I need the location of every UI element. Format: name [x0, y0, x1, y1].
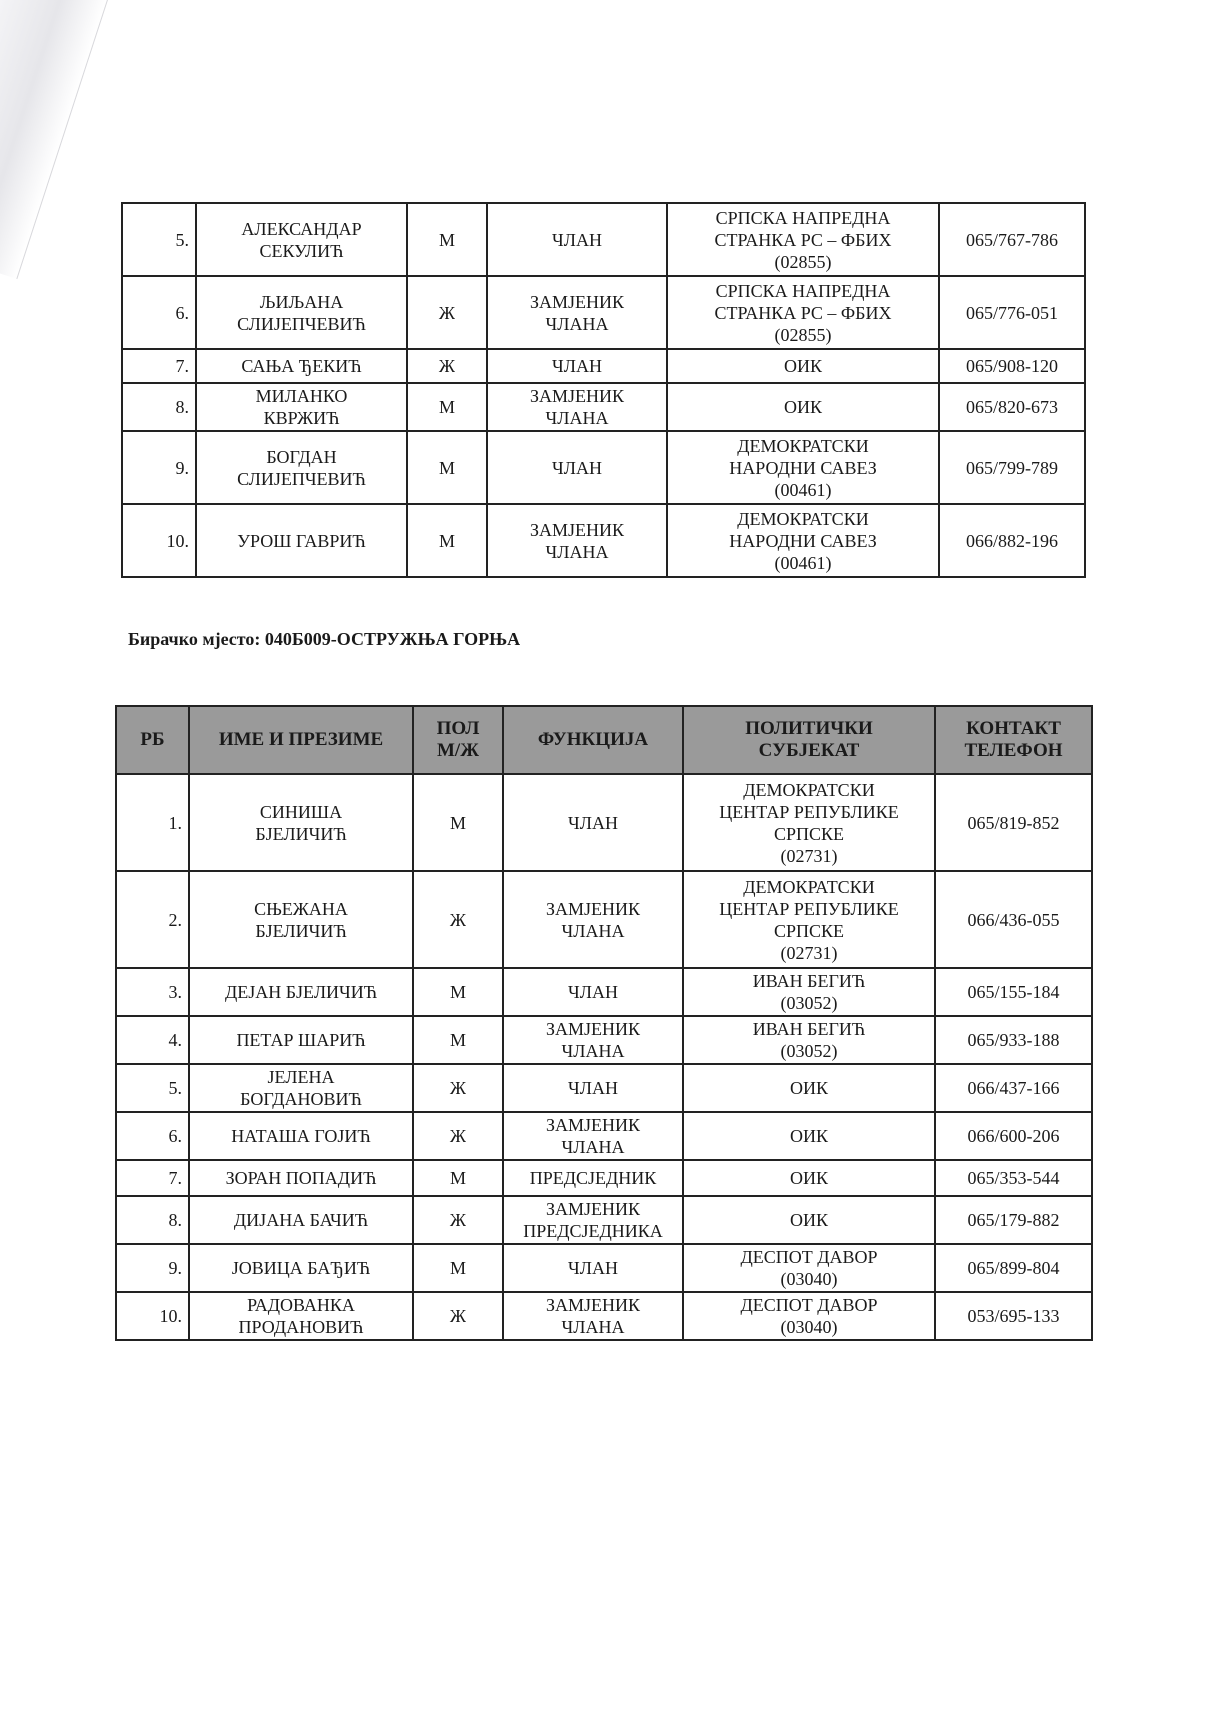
cell-rb: 7.: [122, 349, 196, 383]
cell-political-subject: ОИК: [667, 349, 939, 383]
cell-rb: 2.: [116, 871, 189, 968]
header-contact-phone: КОНТАКТ ТЕЛЕФОН: [935, 706, 1092, 774]
cell-function: ЧЛАН: [487, 203, 667, 276]
cell-rb: 9.: [122, 431, 196, 504]
table-row: [116, 774, 1092, 871]
header-name: ИМЕ И ПРЕЗИМЕ: [189, 706, 413, 774]
cell-gender: Ж: [413, 1064, 503, 1112]
cell-phone: 053/695-133: [935, 1292, 1092, 1340]
cell-function: ЧЛАН: [487, 431, 667, 504]
table-row: [116, 1016, 1092, 1064]
cell-name: ДИЈАНА БАЧИЋ: [189, 1196, 413, 1244]
table-row: [122, 349, 1085, 383]
cell-gender: М: [407, 504, 487, 577]
cell-gender: М: [413, 1160, 503, 1196]
cell-rb: 10.: [116, 1292, 189, 1340]
cell-phone: 065/819-852: [935, 774, 1092, 871]
cell-function: ЗАМЈЕНИК ЧЛАНА: [487, 504, 667, 577]
cell-function: ЧЛАН: [503, 774, 683, 871]
cell-rb: 8.: [116, 1196, 189, 1244]
cell-name: РАДОВАНКА ПРОДАНОВИЋ: [189, 1292, 413, 1340]
cell-gender: Ж: [413, 1196, 503, 1244]
cell-political-subject: ОИК: [683, 1112, 935, 1160]
table-row: [122, 276, 1085, 349]
cell-gender: М: [413, 1244, 503, 1292]
cell-gender: Ж: [407, 349, 487, 383]
scan-edge-artifact: [0, 0, 119, 279]
cell-rb: 6.: [122, 276, 196, 349]
members-table-continued: [121, 202, 1086, 578]
cell-gender: М: [407, 383, 487, 431]
cell-political-subject: ДЕМОКРАТСКИ НАРОДНИ САВЕЗ (00461): [667, 431, 939, 504]
cell-political-subject: ДЕМОКРАТСКИ ЦЕНТАР РЕПУБЛИКЕ СРПСКЕ (02731): [683, 871, 935, 968]
cell-function: ЗАМЈЕНИК ЧЛАНА: [503, 1016, 683, 1064]
cell-name: САЊА ЂЕКИЋ: [196, 349, 407, 383]
cell-function: ЧЛАН: [503, 1244, 683, 1292]
cell-rb: 9.: [116, 1244, 189, 1292]
cell-rb: 5.: [122, 203, 196, 276]
cell-function: ЗАМЈЕНИК ЧЛАНА: [503, 1112, 683, 1160]
table-row: [116, 1244, 1092, 1292]
table-row: [122, 431, 1085, 504]
table-row: [116, 1112, 1092, 1160]
cell-political-subject: ДЕМОКРАТСКИ ЦЕНТАР РЕПУБЛИКЕ СРПСКЕ (02731): [683, 774, 935, 871]
cell-function: ЗАМЈЕНИК ЧЛАНА: [487, 383, 667, 431]
cell-rb: 4.: [116, 1016, 189, 1064]
cell-phone: 065/179-882: [935, 1196, 1092, 1244]
cell-name: ЉИЉАНА СЛИЈЕПЧЕВИЋ: [196, 276, 407, 349]
cell-phone: 066/436-055: [935, 871, 1092, 968]
cell-political-subject: СРПСКА НАПРЕДНА СТРАНКА РС – ФБИХ (02855): [667, 203, 939, 276]
table-row: [116, 968, 1092, 1016]
table-row: [122, 383, 1085, 431]
cell-function: ЧЛАН: [487, 349, 667, 383]
table-row: [116, 1064, 1092, 1112]
cell-political-subject: ОИК: [683, 1064, 935, 1112]
members-table: [115, 705, 1093, 1341]
cell-phone: 065/820-673: [939, 383, 1085, 431]
table2-body: [116, 774, 1092, 1340]
cell-gender: М: [413, 774, 503, 871]
cell-rb: 7.: [116, 1160, 189, 1196]
cell-rb: 3.: [116, 968, 189, 1016]
cell-name: БОГДАН СЛИЈЕПЧЕВИЋ: [196, 431, 407, 504]
cell-gender: Ж: [413, 871, 503, 968]
cell-name: СИНИША БЈЕЛИЧИЋ: [189, 774, 413, 871]
table-row: [116, 1292, 1092, 1340]
cell-gender: Ж: [413, 1112, 503, 1160]
cell-phone: 065/776-051: [939, 276, 1085, 349]
polling-station-title: Бирачко мјесто: 040Б009-ОСТРУЖЊА ГОРЊА: [128, 629, 521, 649]
cell-function: ЗАМЈЕНИК ЧЛАНА: [503, 871, 683, 968]
cell-political-subject: ДЕМОКРАТСКИ НАРОДНИ САВЕЗ (00461): [667, 504, 939, 577]
cell-name: НАТАША ГОЈИЋ: [189, 1112, 413, 1160]
cell-name: СЊЕЖАНА БЈЕЛИЧИЋ: [189, 871, 413, 968]
cell-phone: 066/600-206: [935, 1112, 1092, 1160]
cell-name: ДЕЈАН БЈЕЛИЧИЋ: [189, 968, 413, 1016]
cell-phone: 065/353-544: [935, 1160, 1092, 1196]
table-row: [122, 504, 1085, 577]
table-row: [116, 871, 1092, 968]
cell-gender: Ж: [413, 1292, 503, 1340]
cell-name: УРОШ ГАВРИЋ: [196, 504, 407, 577]
cell-name: ЈЕЛЕНА БОГДАНОВИЋ: [189, 1064, 413, 1112]
table-header-row: [116, 706, 1092, 774]
cell-political-subject: СРПСКА НАПРЕДНА СТРАНКА РС – ФБИХ (02855): [667, 276, 939, 349]
cell-function: ПРЕДСЈЕДНИК: [503, 1160, 683, 1196]
cell-function: ЧЛАН: [503, 968, 683, 1016]
table-row: [122, 203, 1085, 276]
cell-political-subject: ИВАН БЕГИЋ (03052): [683, 968, 935, 1016]
table-row: [116, 1160, 1092, 1196]
cell-name: ЈОВИЦА БАЂИЋ: [189, 1244, 413, 1292]
header-function: ФУНКЦИЈА: [503, 706, 683, 774]
cell-name: АЛЕКСАНДАР СЕКУЛИЋ: [196, 203, 407, 276]
cell-rb: 1.: [116, 774, 189, 871]
cell-phone: 065/933-188: [935, 1016, 1092, 1064]
cell-political-subject: ДЕСПОТ ДАВОР (03040): [683, 1244, 935, 1292]
cell-phone: 065/908-120: [939, 349, 1085, 383]
cell-political-subject: ОИК: [667, 383, 939, 431]
cell-phone: 065/155-184: [935, 968, 1092, 1016]
cell-phone: 065/767-786: [939, 203, 1085, 276]
cell-political-subject: ОИК: [683, 1196, 935, 1244]
cell-phone: 066/437-166: [935, 1064, 1092, 1112]
cell-function: ЗАМЈЕНИК ЧЛАНА: [487, 276, 667, 349]
cell-rb: 10.: [122, 504, 196, 577]
cell-political-subject: ДЕСПОТ ДАВОР (03040): [683, 1292, 935, 1340]
header-political-subject: ПОЛИТИЧКИ СУБЈЕКАТ: [683, 706, 935, 774]
cell-phone: 066/882-196: [939, 504, 1085, 577]
cell-rb: 5.: [116, 1064, 189, 1112]
cell-phone: 065/799-789: [939, 431, 1085, 504]
cell-rb: 6.: [116, 1112, 189, 1160]
cell-function: ЧЛАН: [503, 1064, 683, 1112]
header-gender: ПОЛ М/Ж: [413, 706, 503, 774]
cell-gender: М: [413, 1016, 503, 1064]
cell-name: ЗОРАН ПОПАДИЋ: [189, 1160, 413, 1196]
cell-name: МИЛАНКО КВРЖИЋ: [196, 383, 407, 431]
cell-gender: Ж: [407, 276, 487, 349]
cell-gender: М: [407, 203, 487, 276]
cell-political-subject: ИВАН БЕГИЋ (03052): [683, 1016, 935, 1064]
table-row: [116, 1196, 1092, 1244]
cell-rb: 8.: [122, 383, 196, 431]
cell-phone: 065/899-804: [935, 1244, 1092, 1292]
cell-function: ЗАМЈЕНИК ЧЛАНА: [503, 1292, 683, 1340]
cell-political-subject: ОИК: [683, 1160, 935, 1196]
header-rb: РБ: [116, 706, 189, 774]
table1-body: [122, 203, 1085, 577]
cell-gender: М: [413, 968, 503, 1016]
cell-name: ПЕТАР ШАРИЋ: [189, 1016, 413, 1064]
cell-gender: М: [407, 431, 487, 504]
cell-function: ЗАМЈЕНИК ПРЕДСЈЕДНИКА: [503, 1196, 683, 1244]
